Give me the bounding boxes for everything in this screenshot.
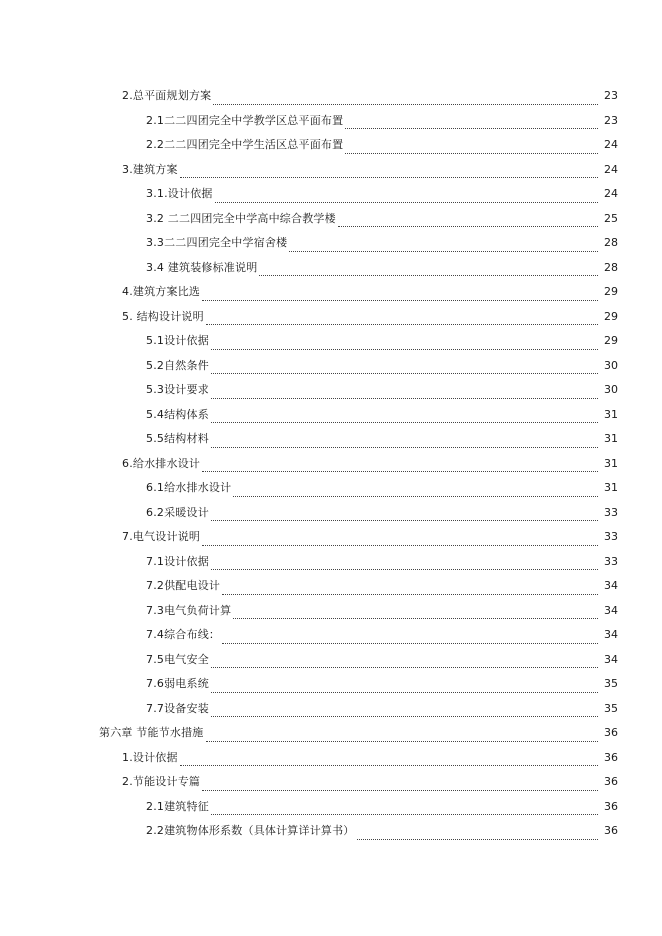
toc-entry[interactable] (0, 378, 662, 403)
toc-entry-label: 4.建筑方案比选 (122, 285, 201, 299)
toc-entry-label: 2.节能设计专篇 (122, 775, 201, 789)
dot-leader (211, 568, 598, 570)
toc-entry-page: 36 (604, 750, 618, 764)
dot-leader (222, 642, 598, 644)
dot-leader (211, 666, 598, 668)
toc-entry-page: 33 (604, 530, 618, 544)
dot-leader (206, 740, 599, 742)
toc-entry[interactable] (0, 256, 662, 281)
dot-leader (180, 176, 598, 178)
toc-entry[interactable] (0, 623, 662, 648)
toc-entry[interactable] (0, 599, 662, 624)
toc-entry-label: 7.7设备安装 (146, 701, 209, 715)
dot-leader (215, 201, 598, 203)
toc-entry-page: 33 (604, 554, 618, 568)
dot-leader (211, 348, 598, 350)
toc-entry-label: 6.2采暖设计 (146, 505, 209, 519)
toc-entry-page: 36 (604, 775, 618, 789)
dot-leader (211, 715, 598, 717)
toc-entry-label: 3.4 建筑装修标准说明 (146, 260, 258, 274)
toc-entry[interactable] (0, 207, 662, 232)
toc-entry[interactable] (0, 501, 662, 526)
toc-entry[interactable] (0, 403, 662, 428)
toc-entry[interactable] (0, 427, 662, 452)
toc-entry-page: 31 (604, 432, 618, 446)
toc-entry-label: 3.1.设计依据 (146, 187, 213, 201)
toc-entry-page: 34 (604, 652, 618, 666)
toc-entry[interactable] (0, 329, 662, 354)
dot-leader (211, 691, 598, 693)
dot-leader (345, 127, 598, 129)
toc-entry-page: 36 (604, 799, 618, 813)
toc-entry-page: 29 (604, 309, 618, 323)
toc-entry-page: 34 (604, 579, 618, 593)
toc-entry-label: 2.2建筑物体形系数（具体计算详计算书） (146, 824, 355, 838)
table-of-contents (0, 84, 662, 844)
dot-leader (211, 519, 598, 521)
toc-entry[interactable] (0, 280, 662, 305)
toc-entry-label: 2.1建筑特征 (146, 799, 209, 813)
toc-entry-label: 7.4综合布线： (146, 628, 221, 642)
dot-leader (345, 152, 598, 154)
toc-entry[interactable] (0, 182, 662, 207)
dot-leader (180, 764, 598, 766)
toc-entry-page: 36 (604, 824, 618, 838)
toc-entry-label: 3.建筑方案 (122, 162, 178, 176)
toc-entry-page: 31 (604, 407, 618, 421)
dot-leader (206, 323, 598, 325)
toc-entry-label: 2.2二二四团完全中学生活区总平面布置 (146, 138, 344, 152)
dot-leader (289, 250, 598, 252)
toc-entry[interactable] (0, 133, 662, 158)
toc-entry-label: 2.1二二四团完全中学教学区总平面布置 (146, 113, 344, 127)
toc-entry[interactable] (0, 795, 662, 820)
toc-entry-page: 28 (604, 260, 618, 274)
toc-entry-page: 30 (604, 358, 618, 372)
dot-leader (213, 103, 598, 105)
toc-entry[interactable] (0, 158, 662, 183)
toc-entry-page: 34 (604, 628, 618, 642)
toc-entry[interactable] (0, 574, 662, 599)
toc-entry-page: 33 (604, 505, 618, 519)
toc-entry-label: 7.3电气负荷计算 (146, 603, 232, 617)
dot-leader (259, 274, 598, 276)
dot-leader (202, 789, 598, 791)
toc-entry-page: 30 (604, 383, 618, 397)
toc-entry-label: 6.给水排水设计 (122, 456, 201, 470)
toc-entry-page: 35 (604, 701, 618, 715)
toc-entry-page: 34 (604, 603, 618, 617)
toc-entry-label: 5.4结构体系 (146, 407, 209, 421)
toc-entry-label: 7.6弱电系统 (146, 677, 209, 691)
toc-entry-page: 29 (604, 334, 618, 348)
toc-entry[interactable] (0, 746, 662, 771)
toc-entry-label: 3.2 二二四团完全中学高中综合教学楼 (146, 211, 336, 225)
toc-entry-label: 第六章 节能节水措施 (99, 726, 204, 740)
toc-entry-label: 5.3设计要求 (146, 383, 209, 397)
toc-entry[interactable] (0, 354, 662, 379)
dot-leader (211, 372, 598, 374)
toc-entry-label: 2.总平面规划方案 (122, 89, 212, 103)
toc-entry-page: 36 (604, 726, 618, 740)
dot-leader (211, 397, 598, 399)
toc-entry-page: 25 (604, 211, 618, 225)
toc-entry-label: 7.1设计依据 (146, 554, 209, 568)
toc-entry-page: 29 (604, 285, 618, 299)
toc-entry-page: 23 (604, 89, 618, 103)
dot-leader (338, 225, 598, 227)
toc-entry[interactable] (0, 452, 662, 477)
toc-entry-page: 24 (604, 162, 618, 176)
toc-entry-page: 35 (604, 677, 618, 691)
toc-entry[interactable] (0, 84, 662, 109)
dot-leader (222, 593, 598, 595)
toc-entry[interactable] (0, 231, 662, 256)
toc-entry[interactable] (0, 672, 662, 697)
toc-entry[interactable] (0, 770, 662, 795)
toc-entry-page: 28 (604, 236, 618, 250)
toc-entry-label: 7.电气设计说明 (122, 530, 201, 544)
toc-entry[interactable] (0, 697, 662, 722)
toc-entry-label: 6.1给水排水设计 (146, 481, 232, 495)
dot-leader (202, 544, 598, 546)
toc-entry[interactable] (0, 109, 662, 134)
toc-entry[interactable] (0, 305, 662, 330)
toc-entry[interactable] (0, 819, 662, 844)
dot-leader (211, 421, 598, 423)
toc-entry-page: 24 (604, 138, 618, 152)
toc-entry-label: 5. 结构设计说明 (122, 309, 204, 323)
toc-entry-label: 3.3二二四团完全中学宿舍楼 (146, 236, 288, 250)
dot-leader (233, 495, 598, 497)
toc-entry-page: 23 (604, 113, 618, 127)
toc-entry-label: 1.设计依据 (122, 750, 178, 764)
dot-leader (211, 446, 598, 448)
toc-entry-label: 5.1设计依据 (146, 334, 209, 348)
toc-entry-label: 5.2自然条件 (146, 358, 209, 372)
dot-leader (211, 813, 598, 815)
dot-leader (357, 838, 599, 840)
toc-entry[interactable] (0, 525, 662, 550)
toc-entry[interactable] (0, 648, 662, 673)
toc-entry-label: 7.2供配电设计 (146, 579, 221, 593)
toc-entry[interactable] (0, 721, 662, 746)
toc-entry-page: 31 (604, 456, 618, 470)
toc-entry-label: 5.5结构材料 (146, 432, 209, 446)
dot-leader (233, 617, 598, 619)
dot-leader (202, 299, 598, 301)
dot-leader (202, 470, 598, 472)
toc-entry[interactable] (0, 550, 662, 575)
toc-entry-page: 24 (604, 187, 618, 201)
toc-entry[interactable] (0, 476, 662, 501)
toc-entry-page: 31 (604, 481, 618, 495)
toc-entry-label: 7.5电气安全 (146, 652, 209, 666)
